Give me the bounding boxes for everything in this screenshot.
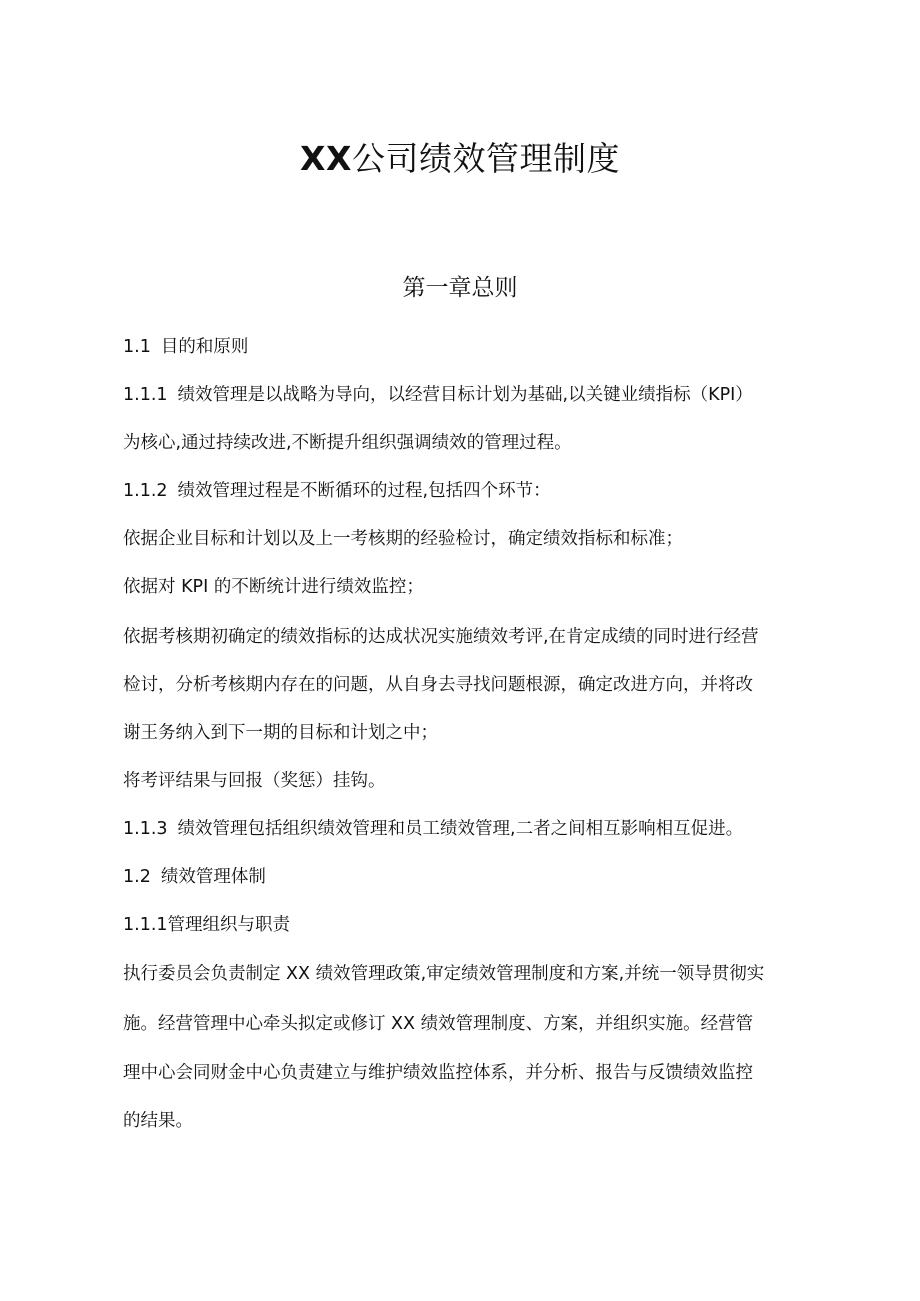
- section-number: 1.1.1: [123, 915, 168, 935]
- paragraph-line: 依据考核期初确定的绩效指标的达成状况实施绩效考评,在肯定成绩的同时进行经营: [123, 627, 759, 647]
- document-title-prefix: XX: [300, 139, 352, 178]
- paragraph-text: 绩效管理过程是不断循环的过程,包括四个环节：: [177, 481, 551, 501]
- paragraph-line: 执行委员会负责制定 XX 绩效管理政策,审定绩效管理制度和方案,并统一领导贯彻实: [123, 964, 765, 984]
- paragraph-line: [123, 817, 803, 841]
- paragraph-line: [123, 479, 803, 503]
- paragraph-line: 将考评结果与回报（奖惩）挂钩。: [123, 771, 386, 791]
- chapter-heading: 第一章总则: [402, 275, 518, 301]
- section-heading: [123, 335, 803, 359]
- paragraph-line: [123, 383, 803, 407]
- paragraph-line: 检讨，分析考核期内存在的问题，从自身去寻找问题根源，确定改进方向，并将改: [123, 675, 753, 695]
- paragraph-text: 绩效管理是以战略为导向，以经营目标计划为基础,以关键业绩指标（KPI）: [177, 385, 753, 405]
- section-title: 管理组织与职责: [167, 915, 291, 935]
- document-title: [0, 137, 920, 181]
- paragraph-line: 为核心,通过持续改进,不断提升组织强调绩效的管理过程。: [123, 433, 572, 453]
- section-number: 1.1: [123, 337, 151, 357]
- paragraph-line: 理中心会同财金中心负责建立与维护绩效监控体系，并分析、报告与反馈绩效监控: [123, 1063, 753, 1083]
- paragraph-line: 的结果。: [123, 1111, 193, 1131]
- subsection-heading: [123, 913, 803, 937]
- paragraph-line: 依据企业目标和计划以及上一考核期的经验检讨，确定绩效指标和标准；: [123, 529, 683, 549]
- section-heading: [123, 865, 803, 889]
- section-number: 1.2: [123, 867, 151, 887]
- paragraph-line: 施。经营管理中心牵头拟定或修订 XX 绩效管理制度、方案，并组织实施。经营管: [123, 1014, 754, 1034]
- section-number: 1.1.3: [123, 819, 168, 839]
- section-number: 1.1.2: [123, 481, 168, 501]
- document-title-main: 公司绩效管理制度: [351, 139, 620, 178]
- paragraph-line: 谢王务纳入到下一期的目标和计划之中；: [123, 723, 438, 743]
- paragraph-text: 绩效管理包括组织绩效管理和员工绩效管理,二者之间相互影响相互促进。: [177, 819, 744, 839]
- section-title: 目的和原则: [160, 337, 249, 357]
- section-title: 绩效管理体制: [160, 867, 266, 887]
- paragraph-line: 依据对 KPI 的不断统计进行绩效监控；: [123, 577, 424, 597]
- section-number: 1.1.1: [123, 385, 168, 405]
